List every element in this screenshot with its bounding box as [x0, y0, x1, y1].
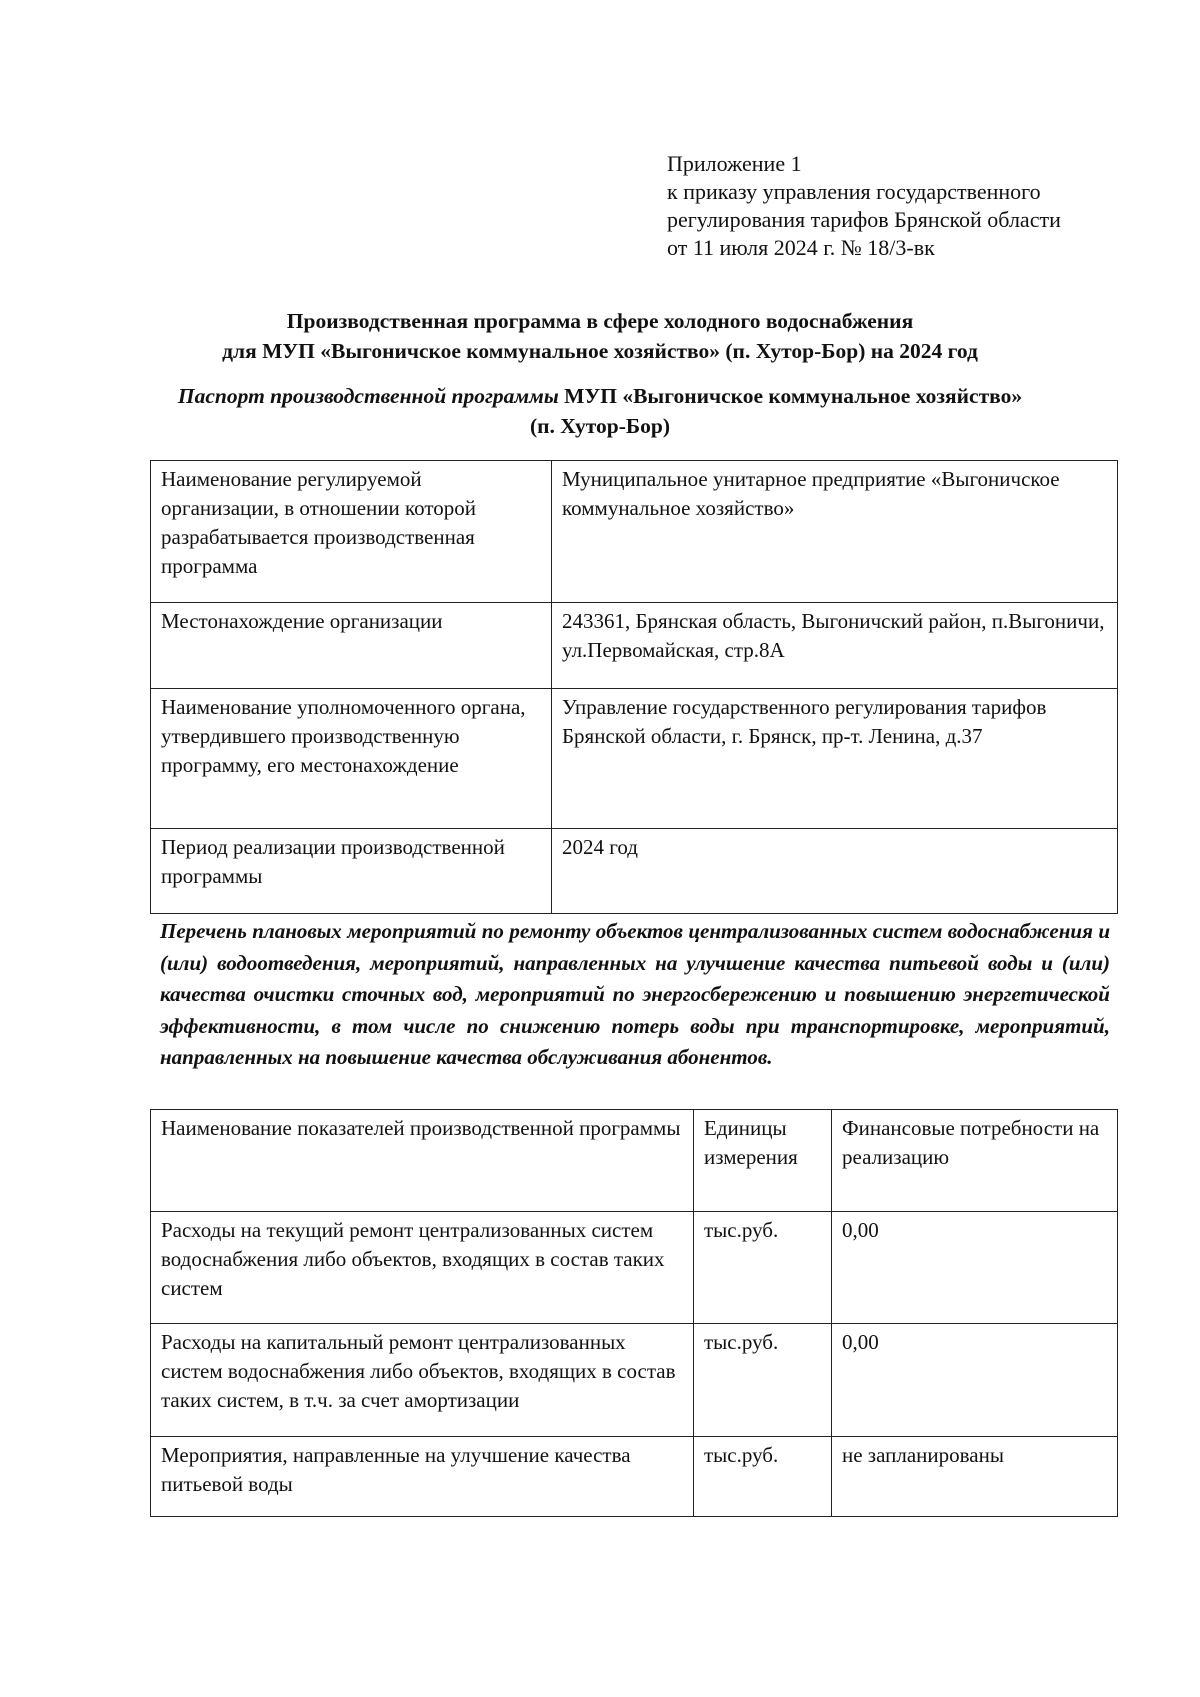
passport-heading — [0, 381, 1200, 441]
passport-label: Наименование регулируемой организации, в отношении которой разрабатывается производственная программа — [151, 461, 552, 603]
passport-value: Муниципальное унитарное предприятие «Выгоничское коммунальное хозяйство» — [552, 461, 1118, 603]
appendix-line: к приказу управления государственного — [667, 179, 1041, 204]
table-header-row — [151, 1110, 1118, 1212]
appendix-line: от 11 июля 2024 г. № 18/3-вк — [667, 235, 935, 260]
measure-name: Расходы на текущий ремонт централизованных систем водоснабжения либо объектов, входящих в состав таких систем — [151, 1212, 694, 1324]
measure-value: 0,00 — [832, 1324, 1118, 1437]
passport-value: 2024 год — [552, 829, 1118, 914]
measure-unit: тыс.руб. — [694, 1324, 832, 1437]
appendix-block — [667, 150, 1061, 262]
passport-heading-italic: Паспорт производственной программы — [177, 384, 559, 408]
measure-value: 0,00 — [832, 1212, 1118, 1324]
measure-unit: тыс.руб. — [694, 1437, 832, 1517]
table-row — [151, 1212, 1118, 1324]
measure-name: Мероприятия, направленные на улучшение качества питьевой воды — [151, 1437, 694, 1517]
passport-value: Управление государственного регулирования тарифов Брянской области, г. Брянск, пр-т. Ленина, д.37 — [552, 689, 1118, 829]
table-row — [151, 461, 1118, 603]
passport-label: Местонахождение организации — [151, 603, 552, 689]
document-title — [0, 306, 1200, 366]
measures-heading: Перечень плановых мероприятий по ремонту объектов централизованных систем водоснабжения и (или) водоотведения, мероприятий, направленных на улучшение качества питьевой воды и (или) качества очистки сточных вод, мероприятий по энергосбережению и повышению энергетической эффективности, в том числе по снижению потерь воды при транспортировке, мероприятий, направленных на повышение качества обслуживания абонентов. — [160, 919, 1110, 1069]
column-header: Единицы измерения — [694, 1110, 832, 1212]
measures-table — [150, 1109, 1118, 1517]
passport-table — [150, 460, 1118, 914]
passport-value: 243361, Брянская область, Выгоничский район, п.Выгоничи, ул.Первомайская, стр.8А — [552, 603, 1118, 689]
table-row — [151, 603, 1118, 689]
table-row — [151, 1437, 1118, 1517]
appendix-line: Приложение 1 — [667, 151, 802, 176]
column-header: Наименование показателей производственной программы — [151, 1110, 694, 1212]
table-row — [151, 829, 1118, 914]
passport-heading-location: (п. Хутор-Бор) — [530, 414, 670, 438]
measure-value: не запланированы — [832, 1437, 1118, 1517]
title-line-2: для МУП «Выгоничское коммунальное хозяйство» (п. Хутор-Бор) на 2024 год — [222, 339, 978, 363]
passport-label: Период реализации производственной программы — [151, 829, 552, 914]
appendix-line: регулирования тарифов Брянской области — [667, 207, 1061, 232]
column-header: Финансовые потребности на реализацию — [832, 1110, 1118, 1212]
title-line-1: Производственная программа в сфере холодного водоснабжения — [286, 309, 914, 333]
table-row — [151, 689, 1118, 829]
passport-heading-org: МУП «Выгоничское коммунальное хозяйство» — [558, 384, 1023, 408]
passport-label: Наименование уполномоченного органа, утвердившего производственную программу, его местонахождение — [151, 689, 552, 829]
table-row — [151, 1324, 1118, 1437]
measure-unit: тыс.руб. — [694, 1212, 832, 1324]
measure-name: Расходы на капитальный ремонт централизованных систем водоснабжения либо объектов, входящих в состав таких систем, в т.ч. за счет амортизации — [151, 1324, 694, 1437]
